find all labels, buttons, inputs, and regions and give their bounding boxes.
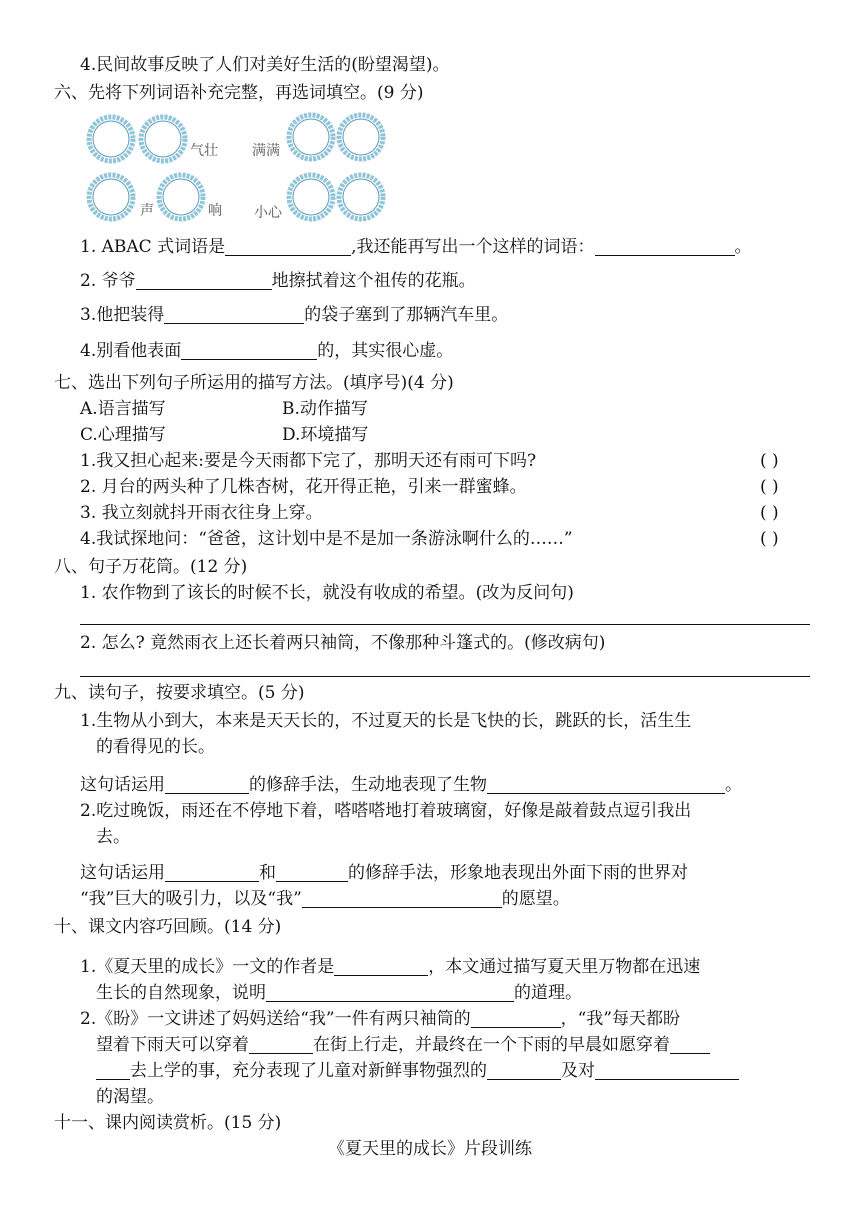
- s8-answer-line-2[interactable]: [80, 676, 810, 677]
- s10-q2-blank-3a[interactable]: [670, 1035, 710, 1054]
- s10-q1-text-c: 生长的自然现象，说明: [96, 983, 266, 1003]
- s6-q2-text-a: 2. 爷爷: [80, 271, 136, 291]
- s10-q1-text-a: 1.《夏天里的成长》一文的作者是: [80, 957, 335, 977]
- s6-q1-text-a: 1. ABAC 式词语是: [80, 237, 226, 257]
- s7-item-2: 2. 月台的两头种了几株杏树，花开得正艳，引来一群蜜蜂。: [80, 477, 527, 497]
- s6-q1-blank-1[interactable]: [225, 237, 351, 256]
- s9-q1-fill: [80, 772, 742, 798]
- section-9-heading: 九、读句子，按要求填空。(5 分): [54, 683, 305, 703]
- s9-q2-fill-text-d: “我”巨大的吸引力，以及“我”: [80, 889, 302, 909]
- s10-q1-text-b: ，本文通过描写夏天里万物都在迅速: [428, 957, 701, 977]
- s9-q1-fill-text-b: 的修辞手法，生动地表现了生物: [249, 775, 487, 795]
- s9-q2-fill-text-e: 的愿望。: [501, 889, 570, 909]
- word-label-xiaoxin: 小心: [254, 205, 282, 221]
- word-label-sheng: 声: [140, 203, 154, 219]
- blank-ring-8: [336, 172, 386, 222]
- s10-q2-line-4: 的渴望。: [96, 1087, 164, 1107]
- s6-q1-text-c: 。: [734, 237, 752, 257]
- s7-option-c: C.心理描写: [80, 425, 166, 445]
- s10-q2-blank-5[interactable]: [595, 1061, 739, 1080]
- s7-answer-paren-1[interactable]: ( ): [760, 451, 779, 471]
- s10-q1-line-2: [96, 980, 582, 1006]
- s10-q1-blank-2[interactable]: [266, 983, 514, 1002]
- s7-answer-paren-4[interactable]: ( ): [760, 529, 779, 549]
- s10-q2-text-c: 望着下雨天可以穿着: [96, 1035, 249, 1055]
- s9-q1-line-1: 1.生物从小到大，本来是天天长的，不过夏天的长是飞快的长，跳跃的长，活生生: [80, 711, 692, 731]
- s6-q4-text-b: 的，其实很心虚。: [317, 341, 454, 361]
- s7-option-d: D.环境描写: [282, 425, 369, 445]
- s6-q3-text-b: 的袋子塞到了那辆汽车里。: [304, 305, 509, 325]
- s10-q2-text-b: ，“我”每天都盼: [560, 1009, 680, 1029]
- s8-answer-line-1[interactable]: [80, 624, 810, 625]
- s7-item-4: 4.我试探地问：“爸爸，这计划中是不是加一条游泳啊什么的……”: [80, 529, 573, 549]
- word-label-qizhuang: 气壮: [190, 143, 218, 159]
- s10-q2-line-2: [96, 1032, 710, 1058]
- s9-q1-blank-1[interactable]: [165, 775, 249, 794]
- blank-ring-4: [336, 112, 386, 162]
- s10-q2-text-d: 在街上行走，并最终在一个下雨的早晨如愿穿着: [313, 1035, 670, 1055]
- s10-q1-blank-1[interactable]: [334, 957, 428, 976]
- s10-q2-line-3: [96, 1058, 739, 1084]
- s9-q2-line-2: 去。: [96, 827, 130, 847]
- s7-answer-paren-2[interactable]: ( ): [760, 477, 779, 497]
- s9-q2-fill-text-b: 和: [259, 863, 276, 883]
- s6-q2-text-b: 地擦拭着这个祖传的花瓶。: [271, 271, 476, 291]
- s9-q2-line-1: 2.吃过晚饭，雨还在不停地下着，嗒嗒嗒地打着玻璃窗，好像是敲着鼓点逗引我出: [80, 801, 692, 821]
- section-8-heading: 八、句子万花筒。(12 分): [54, 557, 248, 577]
- word-label-xiang: 响: [208, 203, 222, 219]
- s7-item-1: 1.我又担心起来:要是今天雨都下完了，那明天还有雨可下吗?: [80, 451, 537, 471]
- blank-ring-1: [86, 114, 136, 164]
- s10-q2-text-e: 去上学的事，充分表现了儿童对新鲜事物强烈的: [130, 1061, 487, 1081]
- s6-q4-blank[interactable]: [181, 341, 317, 360]
- section-11-heading: 十一、课内阅读赏析。(15 分): [54, 1113, 282, 1133]
- s7-option-a: A.语言描写: [80, 399, 166, 419]
- s10-q1-line-1: [80, 954, 700, 980]
- q5-item-4: 4.民间故事反映了人们对美好生活的(盼望渴望)。: [80, 55, 450, 75]
- blank-ring-2: [138, 114, 188, 164]
- s6-q1-blank-2[interactable]: [595, 237, 735, 256]
- blank-ring-5: [86, 172, 136, 222]
- s9-q2-blank-3[interactable]: [302, 889, 502, 908]
- section-7-heading: 七、选出下列句子所运用的描写方法。(填序号)(4 分): [54, 373, 454, 393]
- s6-question-2: [80, 268, 476, 294]
- s10-q2-blank-2[interactable]: [249, 1035, 313, 1054]
- s8-item-2: 2. 怎么? 竟然雨衣上还长着两只袖筒，不像那种斗篷式的。(修改病句): [80, 633, 606, 653]
- s8-item-1: 1. 农作物到了该长的时候不长，就没有收成的希望。(改为反问句): [80, 583, 574, 603]
- section-6-heading: 六、先将下列词语补充完整，再选词填空。(9 分): [54, 83, 424, 103]
- s7-item-3: 3. 我立刻就抖开雨衣往身上穿。: [80, 503, 323, 523]
- s6-q2-blank[interactable]: [136, 271, 272, 290]
- blank-ring-3: [286, 112, 336, 162]
- s10-q2-line-1: [80, 1006, 680, 1032]
- s9-q2-fill-text-c: 的修辞手法，形象地表现出外面下雨的世界对: [348, 863, 688, 883]
- s10-q2-blank-4[interactable]: [487, 1061, 561, 1080]
- blank-ring-7: [286, 172, 336, 222]
- s9-q2-fill-line-1: [80, 860, 688, 886]
- section-10-heading: 十、课文内容巧回顾。(14 分): [54, 917, 282, 937]
- s9-q2-fill-text-a: 这句话运用: [80, 863, 165, 883]
- s7-option-b: B.动作描写: [282, 399, 368, 419]
- s9-q1-fill-text-a: 这句话运用: [80, 775, 165, 795]
- s6-question-3: [80, 302, 508, 328]
- word-label-manman: 满满: [252, 143, 280, 159]
- blank-ring-6: [156, 172, 206, 222]
- s10-q2-text-a: 2.《盼》一文讲述了妈妈送给“我”一件有两只袖筒的: [80, 1009, 471, 1029]
- s9-q1-fill-text-c: 。: [725, 775, 742, 795]
- s9-q1-blank-2[interactable]: [487, 775, 725, 794]
- s9-q2-blank-2[interactable]: [276, 863, 348, 882]
- s11-subtitle: 《夏天里的成长》片段训练: [328, 1139, 532, 1159]
- s6-question-4: [80, 338, 453, 364]
- s6-q1-text-b: ,我还能再写出一个这样的词语：: [351, 237, 595, 257]
- s6-q3-blank[interactable]: [164, 305, 304, 324]
- s6-q4-text-a: 4.别看他表面: [80, 341, 182, 361]
- s10-q2-blank-1[interactable]: [471, 1009, 561, 1028]
- s9-q1-line-2: 的看得见的长。: [96, 737, 215, 757]
- s10-q2-blank-3b[interactable]: [96, 1061, 130, 1080]
- s10-q1-text-d: 的道理。: [514, 983, 582, 1003]
- s9-q2-blank-1[interactable]: [165, 863, 259, 882]
- s10-q2-text-f: 及对: [561, 1061, 595, 1081]
- s9-q2-fill-line-2: [80, 886, 570, 912]
- s6-q3-text-a: 3.他把装得: [80, 305, 165, 325]
- s6-question-1: [80, 234, 752, 260]
- s7-answer-paren-3[interactable]: ( ): [760, 503, 779, 523]
